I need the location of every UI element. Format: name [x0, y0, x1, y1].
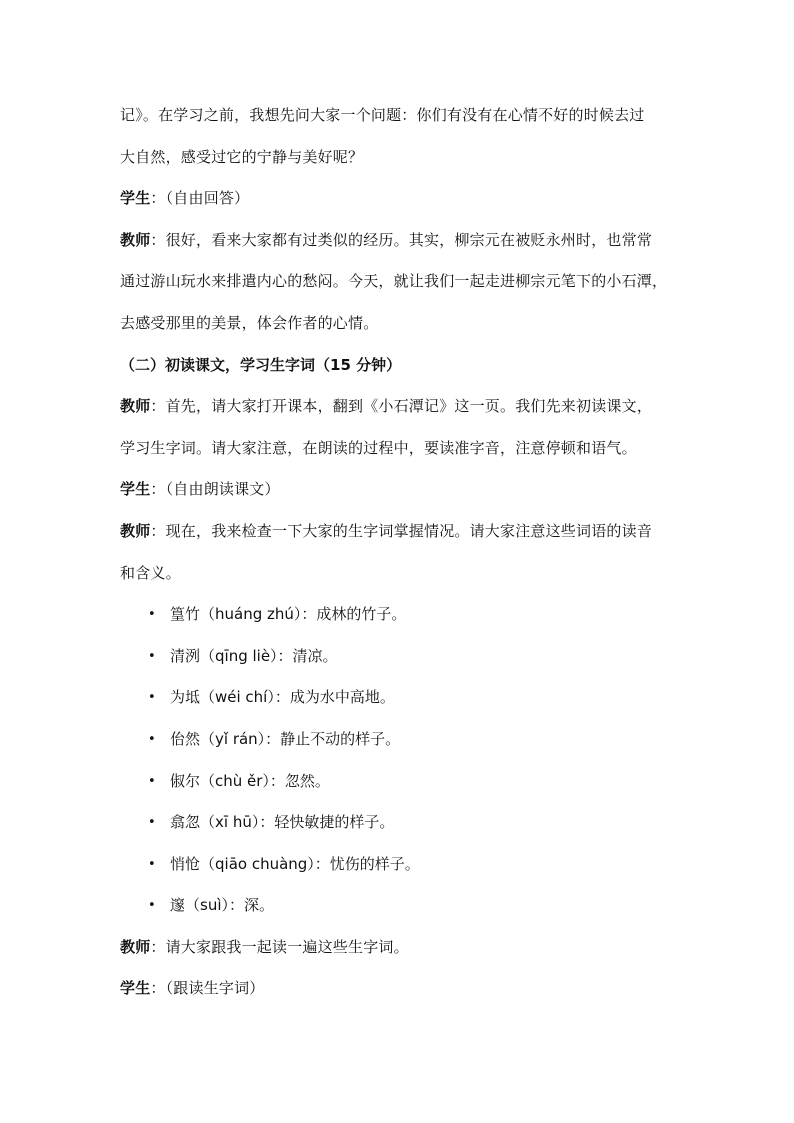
bullet-icon: • [148, 898, 156, 914]
speaker-separator: ： [150, 230, 166, 249]
bullet-icon: • [148, 815, 156, 831]
paragraph-line: 通过游山玩水来排遣内心的愁闷。今天，就让我们一起走进柳宗元笔下的小石潭， [120, 272, 668, 291]
dialogue-line [120, 386, 680, 428]
speaker-separator: ： [150, 521, 166, 540]
vocabulary-entry: 清洌（qīng liè）：清凉。 [170, 646, 338, 665]
paragraph-line: 和含义。 [120, 563, 181, 582]
dialogue-text: 首先，请大家打开课本，翻到《小石潭记》这一页。我们先来初读课文， [165, 397, 653, 416]
list-item [120, 636, 680, 678]
dialogue-line [120, 968, 680, 1010]
speaker-separator: ： [150, 397, 166, 416]
vocabulary-entry: 悄怆（qiāo chuàng）：忧伤的样子。 [170, 854, 420, 873]
document-body [120, 95, 680, 1010]
dialogue-line [120, 511, 680, 553]
paragraph-line: 记》。在学习之前，我想先问大家一个问题：你们有没有在心情不好的时候去过 [120, 106, 645, 124]
list-item [120, 885, 680, 927]
vocabulary-entry: 俶尔（chù ěr）：忽然。 [170, 771, 330, 790]
list-item [120, 761, 680, 803]
speaker-separator: ： [150, 480, 166, 499]
dialogue-line [120, 220, 680, 262]
dialogue-text: 现在，我来检查一下大家的生字词掌握情况。请大家注意这些词语的读音 [165, 521, 653, 540]
speaker-label: 教师 [120, 937, 151, 956]
paragraph-line: 去感受那里的美景，体会作者的心情。 [120, 313, 379, 332]
bullet-icon: • [148, 648, 156, 664]
speaker-separator: ： [150, 979, 166, 998]
bullet-icon: • [148, 856, 156, 872]
bullet-icon: • [148, 773, 156, 789]
section-heading: （二）初读课文，学习生字词（15 分钟） [120, 355, 402, 374]
dialogue-text: （自由回答） [165, 189, 250, 208]
vocabulary-entry: 篁竹（huáng zhú）：成林的竹子。 [170, 605, 407, 624]
paragraph-line: 学习生字词。请大家注意，在朗读的过程中，要读准字音，注意停顿和语气。 [120, 438, 637, 457]
speaker-label: 学生 [120, 189, 151, 208]
dialogue-line [120, 469, 680, 511]
speaker-label: 教师 [120, 397, 151, 416]
speaker-label: 教师 [120, 230, 151, 249]
bullet-icon: • [148, 690, 156, 706]
speaker-separator: ： [150, 937, 166, 956]
vocabulary-list [120, 594, 680, 927]
dialogue-line [120, 178, 680, 220]
dialogue-text: （自由朗读课文） [165, 480, 280, 499]
paragraph-line: 大自然，感受过它的宁静与美好呢？ [120, 147, 364, 166]
list-item [120, 802, 680, 844]
bullet-icon: • [148, 607, 156, 623]
vocabulary-entry: 邃（suì）：深。 [170, 896, 274, 915]
vocabulary-entry: 佁然（yǐ rán）：静止不动的样子。 [170, 729, 401, 748]
speaker-label: 学生 [120, 979, 151, 998]
vocabulary-entry: 翕忽（xī hū）：轻快敏捷的样子。 [170, 813, 395, 832]
list-item [120, 594, 680, 636]
speaker-label: 教师 [120, 521, 151, 540]
bullet-icon: • [148, 731, 156, 747]
dialogue-text: 很好，看来大家都有过类似的经历。其实，柳宗元在被贬永州时，也常常 [165, 230, 653, 249]
dialogue-text: （跟读生字词） [165, 979, 265, 998]
list-item [120, 719, 680, 761]
list-item [120, 844, 680, 886]
dialogue-line [120, 927, 680, 969]
speaker-separator: ： [150, 189, 166, 208]
vocabulary-entry: 为坻（wéi chí）：成为水中高地。 [170, 688, 395, 707]
speaker-label: 学生 [120, 480, 151, 499]
dialogue-text: 请大家跟我一起读一遍这些生字词。 [165, 937, 409, 956]
list-item [120, 677, 680, 719]
